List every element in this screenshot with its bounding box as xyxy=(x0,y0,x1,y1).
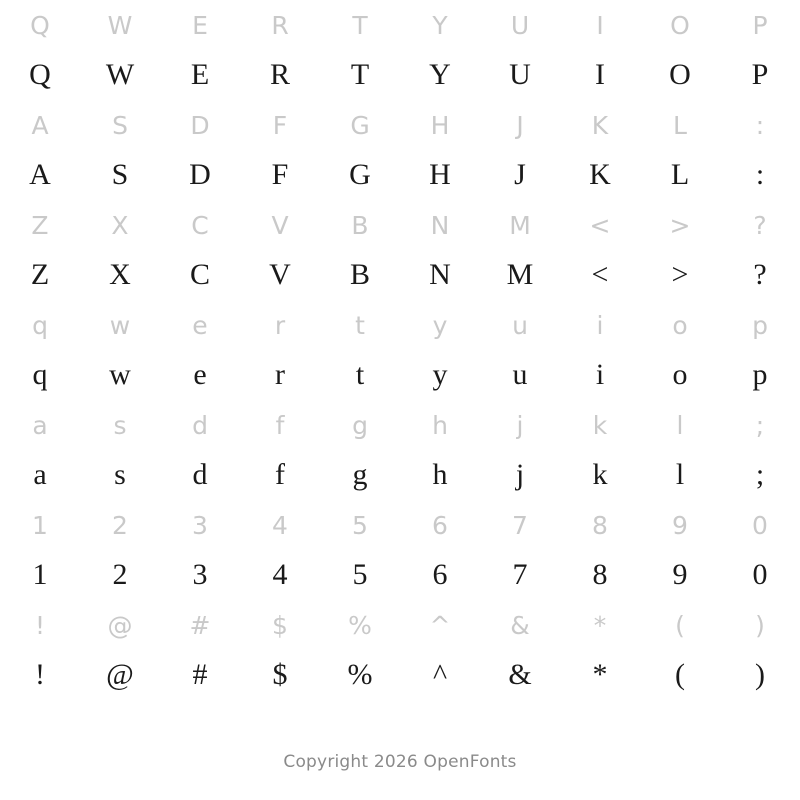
glyph-cell: p xyxy=(752,310,768,340)
glyph-cell: j xyxy=(516,410,524,440)
glyph-cell: D xyxy=(189,158,211,191)
glyph-cell: ; xyxy=(755,458,765,491)
glyph-cell: ^ xyxy=(429,610,451,640)
glyph-cell: k xyxy=(592,410,608,440)
glyph-cell: Y xyxy=(429,58,451,91)
glyph-cell: q xyxy=(32,358,48,391)
glyph-cell: T xyxy=(352,10,368,40)
glyph-cell: 8 xyxy=(592,558,608,591)
glyph-cell: 8 xyxy=(592,510,608,540)
glyph-cell: H xyxy=(430,110,450,140)
glyph-cell: < xyxy=(591,258,609,291)
glyph-cell: N xyxy=(430,210,450,240)
glyph-cell: L xyxy=(670,158,690,191)
glyph-cell: a xyxy=(33,458,47,491)
glyph-cell: 0 xyxy=(752,510,768,540)
glyph-cell: K xyxy=(591,110,609,140)
glyph-cell: ! xyxy=(35,658,45,691)
glyph-cell: M xyxy=(506,258,534,291)
glyph-cell: E xyxy=(190,58,210,91)
glyph-cell: e xyxy=(192,310,208,340)
glyph-cell: B xyxy=(351,210,369,240)
glyph-cell: t xyxy=(355,358,365,391)
glyph-cell: $ xyxy=(272,610,288,640)
glyph-cell: 7 xyxy=(512,558,528,591)
glyph-cell: 9 xyxy=(672,510,688,540)
glyph-cell: u xyxy=(512,358,528,391)
glyph-cell: ^ xyxy=(432,658,448,691)
glyph-cell: G xyxy=(350,110,370,140)
glyph-cell: d xyxy=(192,458,208,491)
glyph-cell: V xyxy=(271,210,289,240)
glyph-cell: Y xyxy=(432,10,448,40)
glyph-cell: t xyxy=(355,310,365,340)
glyph-cell: P xyxy=(751,58,769,91)
glyph-cell: l xyxy=(676,410,684,440)
glyph-cell: 1 xyxy=(32,510,48,540)
glyph-cell: 2 xyxy=(112,510,128,540)
glyph-cell: s xyxy=(113,410,127,440)
glyph-cell: U xyxy=(510,10,530,40)
glyph-cell: o xyxy=(672,358,688,391)
glyph-cell: h xyxy=(432,458,448,491)
glyph-cell: % xyxy=(348,610,372,640)
glyph-cell: a xyxy=(32,410,48,440)
glyph-cell: > xyxy=(669,210,691,240)
glyph-cell: : xyxy=(755,110,765,140)
glyph-cell: q xyxy=(32,310,48,340)
glyph-cell: j xyxy=(515,458,525,491)
glyph-cell: 4 xyxy=(272,510,288,540)
glyph-cell: 6 xyxy=(432,558,448,591)
glyph-cell: $ xyxy=(272,658,288,691)
glyph-cell: o xyxy=(672,310,688,340)
glyph-cell: ? xyxy=(753,258,767,291)
glyph-cell: R xyxy=(269,58,290,91)
glyph-cell: 5 xyxy=(352,558,368,591)
glyph-cell: & xyxy=(510,610,530,640)
glyph-cell: I xyxy=(596,10,604,40)
glyph-cell: O xyxy=(670,10,690,40)
glyph-cell: y xyxy=(432,358,448,391)
glyph-cell: ) xyxy=(755,610,765,640)
glyph-cell: W xyxy=(107,10,133,40)
glyph-cell: K xyxy=(589,158,611,191)
glyph-cell: 3 xyxy=(192,558,208,591)
glyph-cell: u xyxy=(512,310,528,340)
glyph-cell: w xyxy=(109,358,131,391)
glyph-cell: C xyxy=(191,210,209,240)
glyph-cell: 2 xyxy=(112,558,128,591)
glyph-cell: 4 xyxy=(272,558,288,591)
glyph-cell: Q xyxy=(30,10,50,40)
glyph-cell: ) xyxy=(755,658,765,691)
glyph-cell: I xyxy=(595,58,605,91)
glyph-cell: g xyxy=(352,458,368,491)
glyph-cell: f xyxy=(275,410,285,440)
glyph-cell: E xyxy=(192,10,208,40)
glyph-cell: 5 xyxy=(352,510,368,540)
glyph-cell: U xyxy=(509,58,531,91)
glyph-cell: 1 xyxy=(32,558,48,591)
glyph-cell: e xyxy=(193,358,207,391)
glyph-cell: h xyxy=(432,410,448,440)
glyph-cell: F xyxy=(272,110,288,140)
glyph-cell: f xyxy=(275,458,285,491)
glyph-cell: 9 xyxy=(672,558,688,591)
glyph-cell: 7 xyxy=(512,510,528,540)
glyph-cell: C xyxy=(189,258,210,291)
glyph-cell: w xyxy=(109,310,131,340)
glyph-cell: * xyxy=(592,658,608,691)
glyph-cell: Z xyxy=(30,258,50,291)
glyph-cell: 0 xyxy=(752,558,768,591)
glyph-cell: ( xyxy=(675,610,685,640)
glyph-cell: S xyxy=(111,158,129,191)
glyph-cell: y xyxy=(432,310,448,340)
glyph-cell: M xyxy=(509,210,531,240)
glyph-cell: ; xyxy=(755,410,765,440)
glyph-cell: @ xyxy=(107,610,133,640)
glyph-cell: r xyxy=(274,310,286,340)
glyph-cell: g xyxy=(352,410,368,440)
glyph-cell: i xyxy=(596,310,604,340)
glyph-cell: Z xyxy=(31,210,49,240)
glyph-cell: V xyxy=(269,258,291,291)
glyph-cell: J xyxy=(514,158,526,191)
glyph-cell: 3 xyxy=(192,510,208,540)
glyph-cell: D xyxy=(190,110,210,140)
glyph-cell: < xyxy=(589,210,611,240)
glyph-cell: & xyxy=(508,658,532,691)
glyph-cell: s xyxy=(114,458,126,491)
glyph-cell: X xyxy=(109,258,131,291)
glyph-cell: L xyxy=(673,110,687,140)
glyph-cell: l xyxy=(675,458,685,491)
glyph-cell: % xyxy=(347,658,373,691)
glyph-cell: ! xyxy=(34,610,46,640)
glyph-cell: O xyxy=(669,58,691,91)
glyph-cell: W xyxy=(105,58,135,91)
glyph-cell: ? xyxy=(753,210,767,240)
copyright-notice: Copyright 2026 OpenFonts xyxy=(283,752,517,772)
glyph-cell: # xyxy=(189,610,211,640)
glyph-cell: 6 xyxy=(432,510,448,540)
glyph-cell: Q xyxy=(29,58,51,91)
glyph-cell: : xyxy=(755,158,765,191)
glyph-cell: p xyxy=(752,358,768,391)
glyph-cell: r xyxy=(275,358,285,391)
glyph-cell: * xyxy=(593,610,607,640)
glyph-cell: F xyxy=(271,158,289,191)
glyph-cell: B xyxy=(349,258,370,291)
glyph-cell: R xyxy=(271,10,289,40)
glyph-cell: H xyxy=(429,158,451,191)
glyph-cell: G xyxy=(349,158,371,191)
glyph-cell: J xyxy=(516,110,524,140)
glyph-cell: > xyxy=(671,258,689,291)
glyph-cell: N xyxy=(429,258,451,291)
glyph-cell: d xyxy=(192,410,208,440)
glyph-cell: X xyxy=(111,210,129,240)
glyph-cell: ( xyxy=(675,658,685,691)
glyph-cell: @ xyxy=(106,658,134,691)
glyph-cell: A xyxy=(29,158,51,191)
glyph-cell: i xyxy=(595,358,605,391)
glyph-cell: A xyxy=(31,110,49,140)
glyph-cell: T xyxy=(350,58,370,91)
glyph-cell: P xyxy=(752,10,768,40)
glyph-cell: # xyxy=(192,658,208,691)
glyph-cell: k xyxy=(592,458,608,491)
glyph-cell: S xyxy=(112,110,128,140)
